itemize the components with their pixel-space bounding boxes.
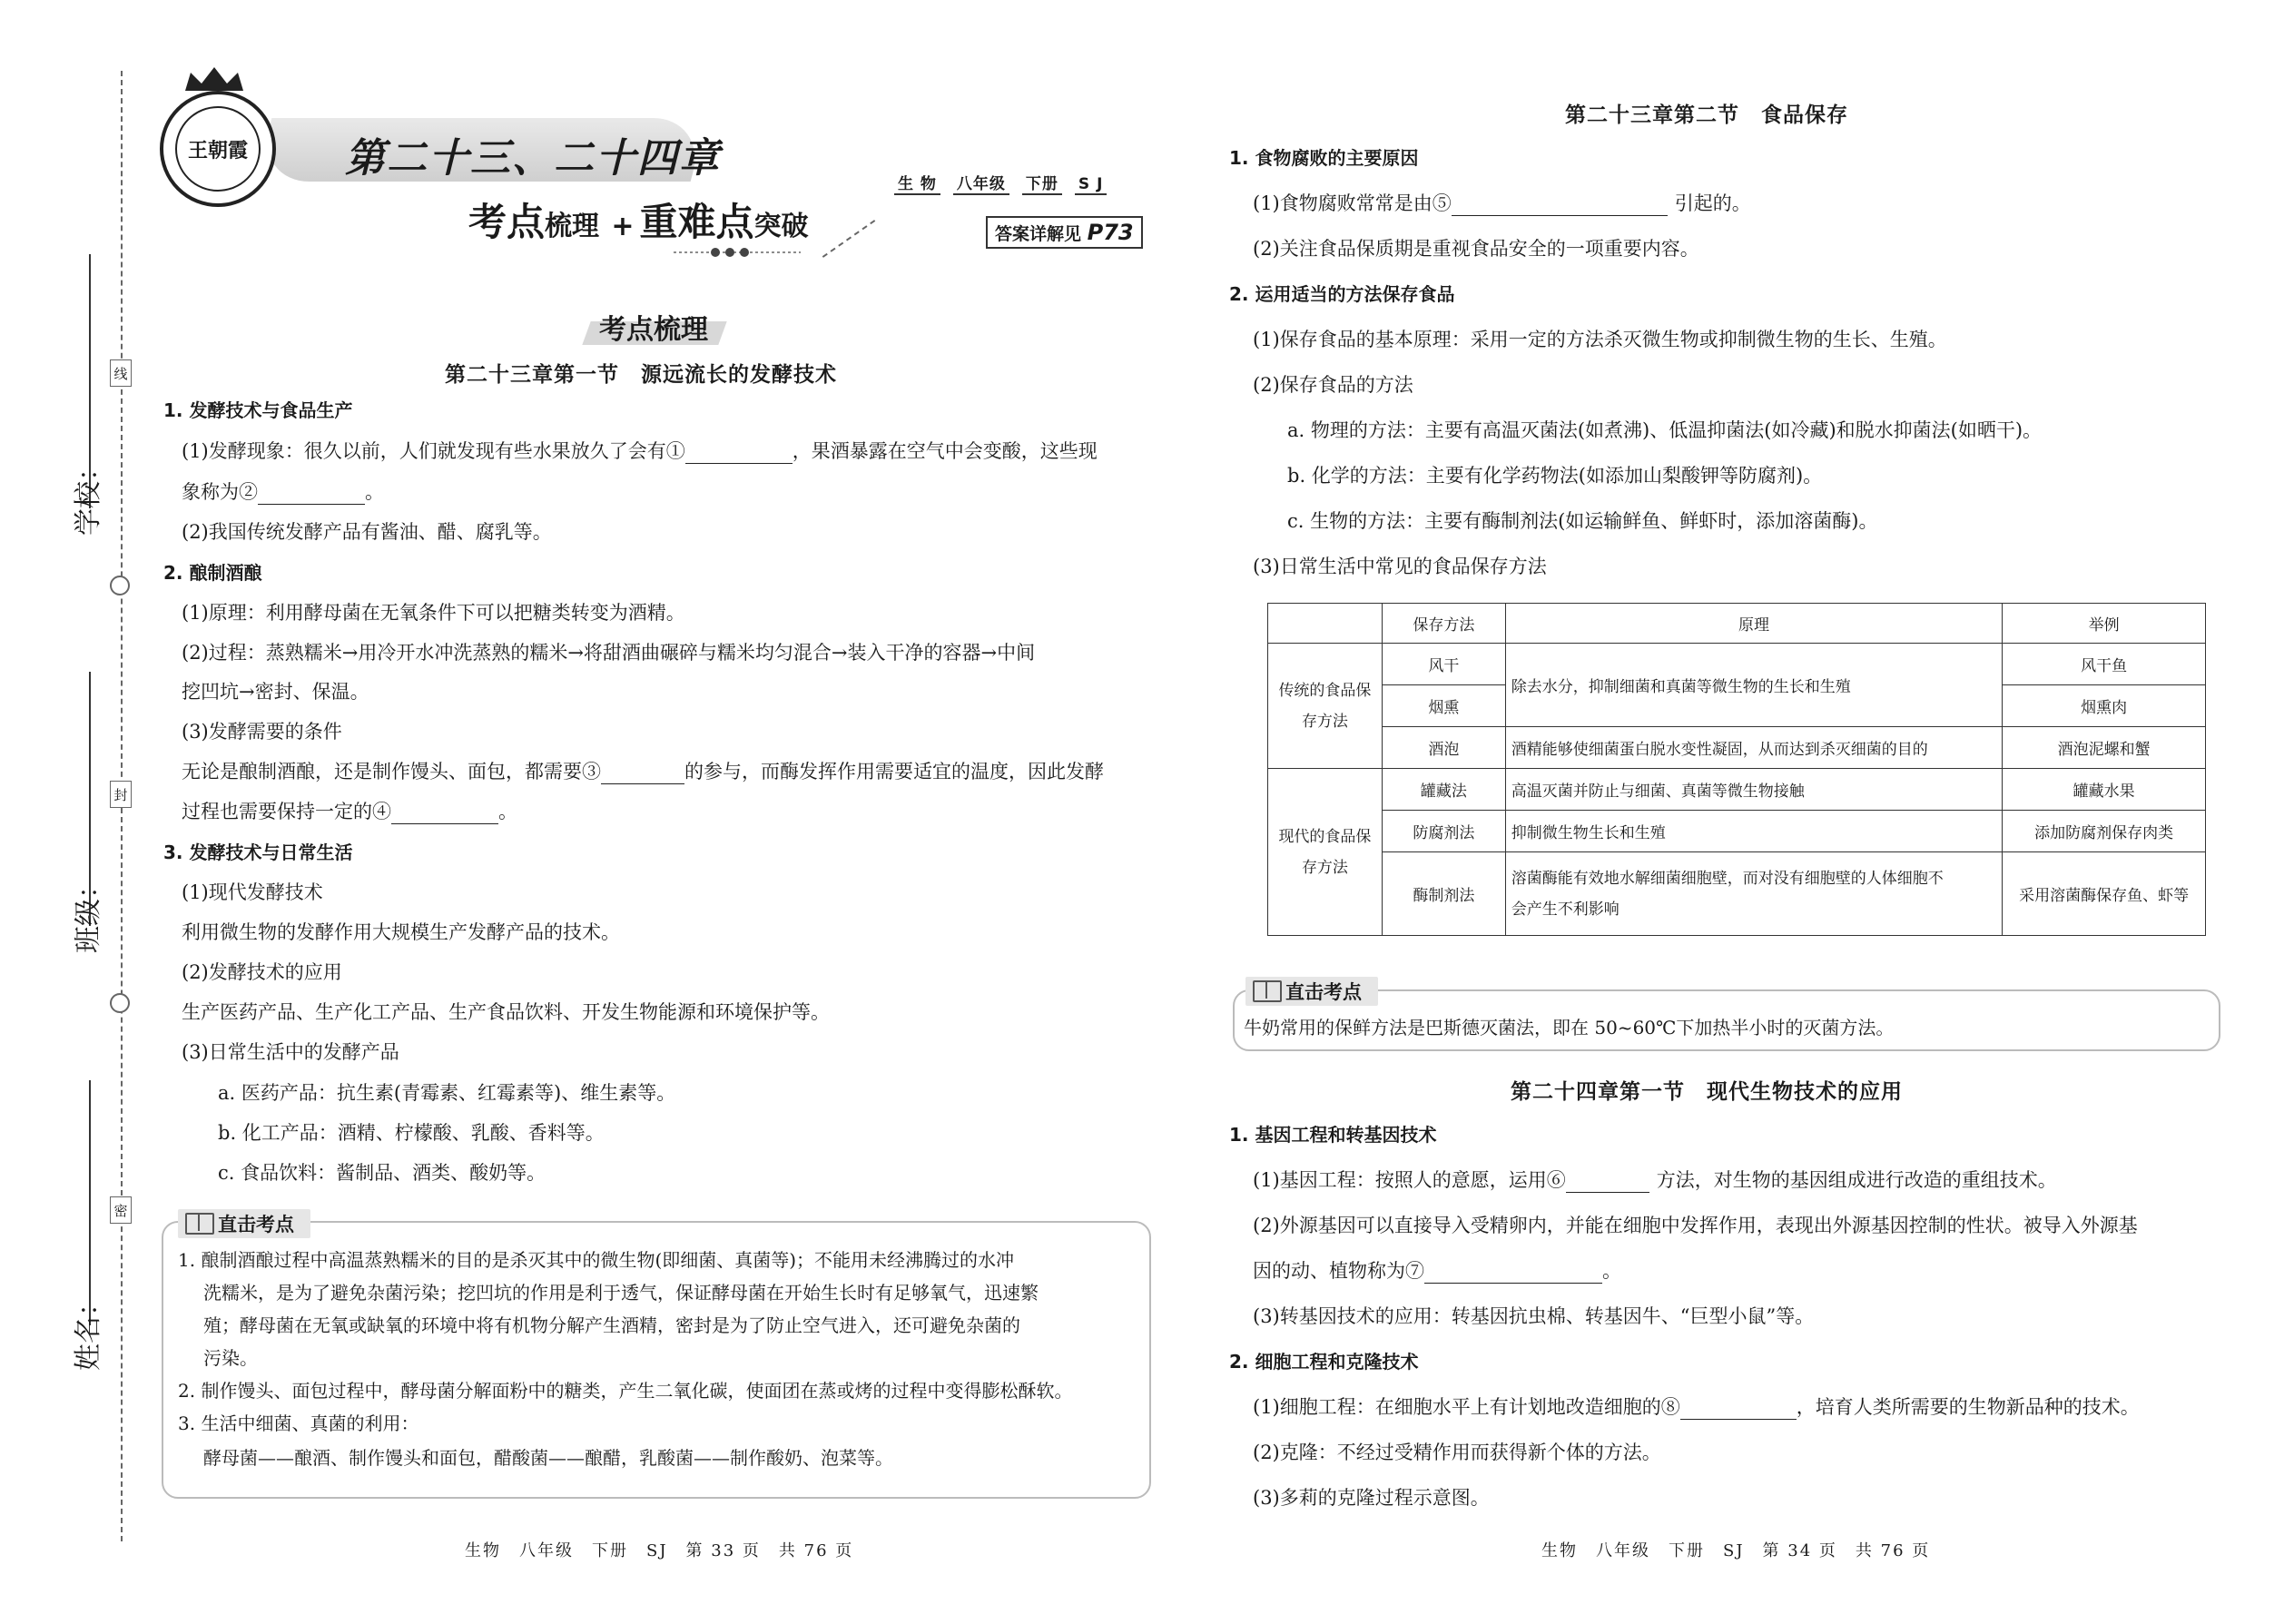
decorative-dashline — [822, 220, 875, 258]
key-point-line: 酵母菌——酿酒、制作馒头和面包，醋酸菌——酿醋，乳酸菌——制作酸奶、泡菜等。 — [203, 1447, 893, 1469]
title-plus: + — [611, 211, 635, 242]
key-point-line: 2. 制作馒头、面包过程中，酵母菌分解面粉中的糖类，产生二氧化碳，使面团在蒸或烤的过程中变得膨松酥软。 — [178, 1380, 1073, 1402]
tag-volume: 下册 — [1022, 171, 1062, 195]
table-cell: 风干鱼 — [2003, 644, 2206, 685]
cell-line: 会产生不利影响 — [1511, 900, 1620, 919]
paragraph: (1)保存食品的基本原理：采用一定的方法杀灭微生物或抑制微生物的生长、生殖。 — [1253, 329, 1947, 350]
table-row — [1268, 811, 2206, 852]
paragraph — [182, 759, 1104, 784]
text: ，果酒暴露在空气中会变酸，这些现 — [792, 440, 1098, 462]
text: ，培育人类所需要的生物新品种的技术。 — [1796, 1396, 2140, 1418]
chapter-section-title: 第二十三章第一节 源远流长的发酵技术 — [445, 363, 837, 387]
table-cell: 酒精能够使细菌蛋白脱水变性凝固，从而达到杀灭细菌的目的 — [1505, 727, 2002, 769]
table-cell: 罐藏法 — [1382, 769, 1505, 811]
subheading-3: 3. 发酵技术与日常生活 — [163, 842, 353, 863]
binding-hole-icon — [110, 993, 130, 1013]
chapter-title: 第二十三、二十四章 — [345, 135, 721, 182]
table-row — [1268, 769, 2206, 811]
table-cell — [1505, 852, 2002, 936]
blank-4[interactable] — [391, 805, 498, 824]
answer-note: 答案详解见 — [995, 224, 1082, 244]
table-header-row — [1268, 604, 2206, 644]
table-group-cell: 传统的食品保存方法 — [1268, 644, 1383, 769]
key-points-title: 直击考点 — [1285, 981, 1362, 1003]
paragraph — [1253, 1167, 2057, 1193]
paragraph: (3)转基因技术的应用：转基因抗虫棉、转基因牛、“巨型小鼠”等。 — [1253, 1305, 1815, 1327]
paragraph — [1253, 191, 1751, 216]
decorative-dots — [674, 247, 801, 258]
subheading-3: 1. 基因工程和转基因技术 — [1229, 1124, 1437, 1146]
paragraph: b. 化工产品：酒精、柠檬酸、乳酸、香料等。 — [218, 1122, 605, 1144]
blank-8[interactable] — [1680, 1401, 1797, 1420]
table-cell: 酶制剂法 — [1382, 852, 1505, 936]
text: 。 — [365, 481, 384, 503]
key-points-tag — [1245, 977, 1378, 1006]
title-part: 突破 — [753, 211, 809, 242]
paragraph: a. 医药产品：抗生素(青霉素、红霉素等)、维生素等。 — [218, 1082, 676, 1104]
chapter-section-title: 第二十四章第一节 现代生物技术的应用 — [1511, 1080, 1903, 1104]
paragraph: (2)外源基因可以直接导入受精卵内，并能在细胞中发挥作用，表现出外源基因控制的性状。被导入外源基 — [1253, 1215, 2138, 1236]
paragraph — [1253, 1258, 1621, 1284]
book-icon — [1253, 980, 1282, 1002]
tag-grade: 八年级 — [953, 171, 1009, 195]
subheading-1: 1. 食物腐败的主要原因 — [1229, 147, 1419, 169]
name-label: 姓名： — [73, 1289, 104, 1371]
text: 因的动、植物称为⑦ — [1253, 1260, 1424, 1282]
key-point-line: 3. 生活中细菌、真菌的利用： — [178, 1412, 419, 1434]
blank-5[interactable] — [1452, 197, 1668, 216]
text: 象称为② — [182, 481, 258, 503]
chapter-section-title: 第二十三章第二节 食品保存 — [1565, 103, 1848, 127]
page-footer-right: 生物 八年级 下册 SJ 第 34 页 共 76 页 — [1541, 1541, 1931, 1560]
paragraph: (1)现代发酵技术 — [182, 881, 323, 903]
blank-6[interactable] — [1566, 1174, 1649, 1193]
table-cell: 烟熏肉 — [2003, 685, 2206, 727]
seal-mark-line: 线 — [110, 359, 132, 387]
text: (1)发酵现象：很久以前，人们就发现有些水果放久了会有① — [182, 440, 685, 462]
subheading-1: 1. 发酵技术与食品生产 — [163, 399, 353, 421]
table-cell: 烟熏 — [1382, 685, 1505, 727]
table-cell: 罐藏水果 — [2003, 769, 2206, 811]
paragraph — [182, 799, 517, 824]
paragraph: c. 食品饮料：酱制品、酒类、酸奶等。 — [218, 1162, 546, 1184]
book-icon — [185, 1213, 214, 1235]
key-point-line: 1. 酿制酒酿过程中高温蒸熟糯米的目的是杀灭其中的微生物(即细菌、真菌等)；不能用未经沸腾过的水冲 — [178, 1249, 1015, 1271]
paragraph: 生产医药产品、生产化工产品、生产食品饮料、开发生物能源和环境保护等。 — [182, 1001, 830, 1023]
text: (1)食物腐败常常是由⑤ — [1253, 192, 1452, 214]
key-point-line: 殖；酵母菌在无氧或缺氧的环境中将有机物分解产生酒精，密封是为了防止空气进入，还可避免杂菌的 — [203, 1314, 1020, 1336]
paragraph: (2)关注食品保质期是重视食品安全的一项重要内容。 — [1253, 238, 1699, 260]
food-preservation-table — [1267, 603, 2206, 936]
text: 过程也需要保持一定的④ — [182, 801, 391, 822]
table-row — [1268, 852, 2206, 936]
paragraph — [182, 438, 1098, 464]
page-title — [468, 192, 808, 247]
page-footer-left: 生物 八年级 下册 SJ 第 33 页 共 76 页 — [465, 1541, 854, 1560]
title-part: 重难点 — [639, 200, 754, 244]
text: (1)基因工程：按照人的意愿，运用⑥ — [1253, 1169, 1566, 1191]
key-points-title: 直击考点 — [218, 1214, 294, 1235]
paragraph: (2)发酵技术的应用 — [182, 961, 342, 983]
key-points-tag — [178, 1209, 310, 1238]
paragraph: b. 化学的方法：主要有化学药物法(如添加山梨酸钾等防腐剂)。 — [1287, 465, 1823, 487]
title-part: 考点 — [468, 200, 546, 244]
paragraph: (3)发酵需要的条件 — [182, 721, 342, 743]
tag-edition: S J — [1075, 175, 1108, 195]
blank-1[interactable] — [685, 445, 793, 464]
subheading-2: 2. 酿制酒酿 — [163, 562, 262, 584]
paragraph: (2)克隆：不经过受精作用而获得新个体的方法。 — [1253, 1442, 1661, 1463]
seal-mark-secret: 密 — [110, 1196, 132, 1224]
paragraph: (3)多莉的克隆过程示意图。 — [1253, 1487, 1490, 1509]
text: 引起的。 — [1674, 192, 1751, 214]
key-point-line: 牛奶常用的保鲜方法是巴斯德灭菌法，即在 50~60℃下加热半小时的灭菌方法。 — [1244, 1017, 1895, 1038]
key-point-line: 洗糯米，是为了避免杂菌污染；挖凹坑的作用是利于透气，保证酵母菌在开始生长时有足够氧气，迅速繁 — [203, 1282, 1039, 1304]
blank-7[interactable] — [1424, 1265, 1602, 1284]
paragraph: 挖凹坑→密封、保温。 — [182, 681, 369, 703]
tag-subject: 生 物 — [894, 171, 940, 195]
table-row — [1268, 644, 2206, 685]
blank-3[interactable] — [601, 765, 684, 784]
table-cell: 采用溶菌酶保存鱼、虾等 — [2003, 852, 2206, 936]
title-part: 梳理 — [545, 211, 600, 242]
logo-text: 王朝霞 — [175, 106, 261, 192]
text: 的参与，而酶发挥作用需要适宜的温度，因此发酵 — [684, 761, 1104, 782]
seal-mark-seal: 封 — [110, 781, 132, 808]
table-header — [1268, 604, 1383, 644]
class-label: 班级： — [73, 871, 104, 953]
paragraph: (2)过程：蒸熟糯米→用冷开水冲洗蒸熟的糯米→将甜酒曲碾碎与糯米均匀混合→装入干净的容器→中间 — [182, 642, 1036, 664]
table-header: 举例 — [2003, 604, 2206, 644]
subject-tags — [894, 171, 1119, 195]
crown-icon — [182, 65, 247, 93]
paragraph: 利用微生物的发酵作用大规模生产发酵产品的技术。 — [182, 921, 620, 943]
table-cell: 防腐剂法 — [1382, 811, 1505, 852]
subheading-2: 2. 运用适当的方法保存食品 — [1229, 283, 1455, 305]
table-cell: 风干 — [1382, 644, 1505, 685]
paragraph — [1253, 1394, 2140, 1420]
text: 方法，对生物的基因组成进行改造的重组技术。 — [1656, 1169, 2057, 1191]
paragraph: (3)日常生活中的发酵产品 — [182, 1041, 399, 1063]
paragraph: (1)原理：利用酵母菌在无氧条件下可以把糖类转变为酒精。 — [182, 602, 685, 624]
table-header: 保存方法 — [1382, 604, 1505, 644]
table-cell: 高温灭菌并防止与细菌、真菌等微生物接触 — [1505, 769, 2002, 811]
table-header: 原理 — [1505, 604, 2002, 644]
subheading-4: 2. 细胞工程和克隆技术 — [1229, 1351, 1419, 1373]
cell-line: 溶菌酶能有效地水解细菌细胞壁，而对没有细胞壁的人体细胞不 — [1511, 869, 1944, 888]
text: 。 — [498, 801, 517, 822]
paragraph: (2)保存食品的方法 — [1253, 374, 1413, 396]
text: 无论是酿制酒酿，还是制作馒头、面包，都需要③ — [182, 761, 601, 782]
table-group-cell: 现代的食品保存方法 — [1268, 769, 1383, 936]
table-cell: 酒泡 — [1382, 727, 1505, 769]
key-point-line: 污染。 — [203, 1347, 258, 1369]
paragraph: c. 生物的方法：主要有酶制剂法(如运输鲜鱼、鲜虾时，添加溶菌酶)。 — [1287, 510, 1878, 532]
text: (1)细胞工程：在细胞水平上有计划地改造细胞的⑧ — [1253, 1396, 1680, 1418]
paragraph: (2)我国传统发酵产品有酱油、醋、腐乳等。 — [182, 521, 552, 543]
table-row — [1268, 727, 2206, 769]
table-cell: 添加防腐剂保存肉类 — [2003, 811, 2206, 852]
paragraph: (3)日常生活中常见的食品保存方法 — [1253, 556, 1547, 577]
table-cell: 除去水分，抑制细菌和真菌等微生物的生长和生殖 — [1505, 644, 2002, 727]
answer-reference — [986, 216, 1143, 249]
text: 。 — [1602, 1260, 1621, 1282]
table-cell: 酒泡泥螺和蟹 — [2003, 727, 2206, 769]
paragraph — [182, 479, 384, 505]
answer-page: P73 — [1087, 220, 1134, 245]
binding-hole-icon — [110, 576, 130, 595]
section-heading: 考点梳理 — [599, 314, 708, 346]
blank-2[interactable] — [258, 486, 365, 505]
school-label: 学校： — [73, 454, 104, 536]
paragraph: a. 物理的方法：主要有高温灭菌法(如煮沸)、低温抑菌法(如冷藏)和脱水抑菌法(如晒干)。 — [1287, 419, 2043, 441]
publisher-logo — [160, 91, 276, 207]
table-cell: 抑制微生物生长和生殖 — [1505, 811, 2002, 852]
